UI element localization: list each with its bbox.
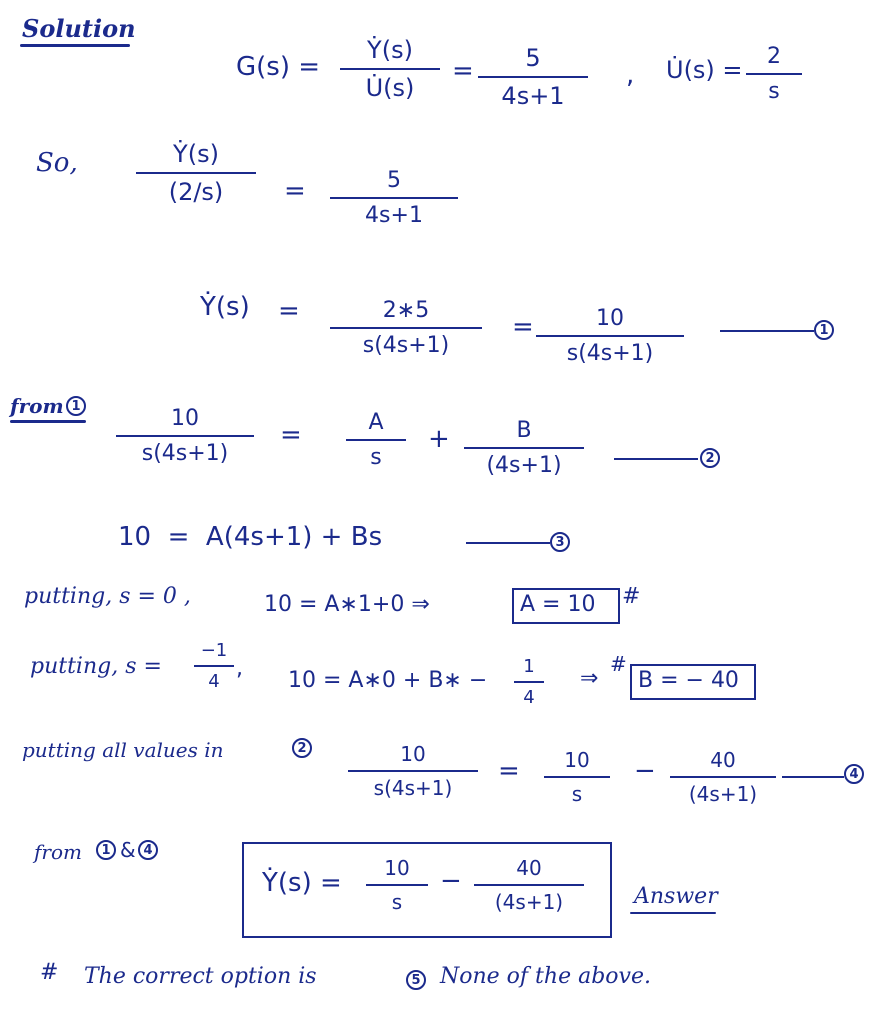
- implies-arrow: ⇒: [580, 666, 599, 691]
- fraction-numerator: 10: [564, 748, 590, 772]
- equals-sign: =: [498, 756, 520, 786]
- fraction-denominator: (2/s): [168, 178, 224, 206]
- fraction-denominator: s: [370, 445, 382, 470]
- fraction-denominator: s(4s+1): [566, 341, 654, 366]
- plus-sign: +: [428, 424, 450, 454]
- from-label: from: [10, 394, 64, 418]
- fraction-bar: [536, 335, 684, 337]
- hash-mark: #: [610, 652, 627, 676]
- fraction-numerator: 5: [525, 44, 541, 72]
- fraction-numerator: 2: [767, 44, 781, 69]
- fraction-denominator: 4: [523, 687, 535, 708]
- equation-ref-2: 2: [292, 738, 312, 758]
- result-a: A = 10: [520, 592, 596, 617]
- final-fraction-a: [544, 748, 610, 806]
- equals-sign: =: [512, 312, 534, 342]
- fraction-bar: [464, 447, 584, 449]
- putting-all-values-label: putting all values in: [22, 738, 224, 762]
- equation-leader-line: [466, 542, 550, 544]
- g-of-s-label: G(s) =: [236, 52, 321, 82]
- fraction-numerator: 2∗5: [382, 298, 430, 323]
- answer-fraction-a: [366, 856, 428, 914]
- y-fraction-1: [330, 298, 482, 358]
- so-label: So,: [36, 148, 78, 178]
- fraction-denominator: s: [391, 890, 403, 914]
- equals-sign: =: [284, 176, 306, 206]
- fraction-denominator: 4s+1: [365, 203, 423, 228]
- input-fraction: [746, 44, 802, 104]
- fraction-bar: [746, 73, 802, 75]
- fraction-numerator: 10: [171, 406, 199, 431]
- fraction-numerator: 10: [400, 742, 426, 766]
- equation-number-4: 4: [844, 764, 864, 784]
- fraction-bar: [348, 770, 478, 772]
- fraction-bar: [136, 172, 256, 174]
- fraction-bar: [346, 439, 406, 441]
- fraction-denominator: 4s+1: [501, 82, 565, 110]
- equals-sign: =: [278, 296, 300, 326]
- fraction-bar: [544, 776, 610, 778]
- fraction-denominator: s: [768, 79, 780, 104]
- fraction-denominator: s(4s+1): [141, 441, 229, 466]
- fraction-denominator: U̇(s): [365, 74, 415, 102]
- fraction-numerator: 1: [523, 656, 535, 677]
- fraction-bar: [330, 197, 458, 199]
- equation-number-3: 3: [550, 532, 570, 552]
- fraction-denominator: s(4s+1): [362, 333, 450, 358]
- u-of-s-label: U̇(s) =: [666, 56, 743, 84]
- final-fraction-b: [670, 748, 776, 806]
- minus-sign: −: [440, 866, 462, 896]
- equation-number-1: 1: [814, 320, 834, 340]
- fraction-numerator: A: [368, 410, 384, 435]
- fraction-denominator: (4s+1): [688, 782, 758, 806]
- equals-sign: =: [280, 420, 302, 450]
- fraction-denominator: 4: [208, 671, 220, 692]
- b-coef-fraction: [514, 656, 544, 708]
- answer-label: Answer: [634, 884, 718, 909]
- footer-text-a: The correct option is: [84, 964, 317, 989]
- answer-fraction-b: [474, 856, 584, 914]
- transfer-fraction-1: [340, 36, 440, 102]
- fraction-bar: [670, 776, 776, 778]
- fraction-numerator: 40: [710, 748, 736, 772]
- equation-ref-4: 4: [138, 840, 158, 860]
- solve-a-expression: 10 = A∗1+0 ⇒: [264, 592, 430, 617]
- result-b: B = − 40: [638, 668, 739, 693]
- fraction-numerator: 40: [516, 856, 542, 880]
- fraction-bar: [478, 76, 588, 78]
- ampersand: &: [120, 838, 136, 862]
- fraction-numerator: −1: [200, 640, 228, 661]
- comma: ,: [626, 60, 635, 90]
- partial-fraction-a: [346, 410, 406, 470]
- fraction-numerator: Ẏ(s): [173, 140, 219, 168]
- footer-hash: #: [40, 960, 59, 985]
- putting-s-neg-quarter: putting, s =: [30, 654, 162, 679]
- fraction-numerator: B: [516, 418, 532, 443]
- fraction-bar: [330, 327, 482, 329]
- fraction-bar: [340, 68, 440, 70]
- partial-fraction-lhs: [116, 406, 254, 466]
- so-fraction-2: [330, 168, 458, 228]
- from-underline: [10, 420, 86, 423]
- fraction-denominator: (4s+1): [494, 890, 564, 914]
- fraction-numerator: Ẏ(s): [367, 36, 413, 64]
- y-of-s-label: Ẏ(s): [200, 292, 250, 322]
- footer-text-b: None of the above.: [440, 964, 651, 989]
- transfer-fraction-2: [478, 44, 588, 110]
- y-fraction-2: [536, 306, 684, 366]
- final-y-of-s: Ẏ(s) =: [262, 868, 342, 898]
- minus-sign: −: [634, 756, 656, 786]
- fraction-bar: [366, 884, 428, 886]
- partial-fraction-b: [464, 418, 584, 478]
- answer-underline: [630, 912, 716, 914]
- equation-leader-line: [720, 330, 814, 332]
- s-value-fraction: [194, 640, 234, 692]
- so-fraction-1: [136, 140, 256, 206]
- fraction-denominator: s(4s+1): [373, 776, 453, 800]
- equation-number-2: 2: [700, 448, 720, 468]
- equation-3: 10 = A(4s+1) + Bs: [118, 522, 383, 552]
- option-5-marker: 5: [406, 970, 426, 990]
- fraction-bar: [194, 665, 234, 667]
- from-label-2: from: [34, 840, 82, 864]
- comma: ,: [236, 656, 243, 681]
- fraction-bar: [514, 681, 544, 683]
- equation-ref-1b: 1: [96, 840, 116, 860]
- equals-sign: =: [452, 56, 474, 86]
- solution-heading: Solution: [22, 14, 136, 43]
- equation-leader-line: [614, 458, 698, 460]
- fraction-denominator: (4s+1): [486, 453, 562, 478]
- fraction-bar: [474, 884, 584, 886]
- fraction-numerator: 10: [384, 856, 410, 880]
- solve-b-expression: 10 = A∗0 + B∗ −: [288, 668, 488, 693]
- solution-underline: [20, 44, 130, 47]
- fraction-numerator: 5: [387, 168, 401, 193]
- hash-mark: #: [622, 584, 641, 609]
- final-fraction-lhs: [348, 742, 478, 800]
- fraction-numerator: 10: [596, 306, 624, 331]
- equation-ref-1: 1: [66, 396, 86, 416]
- fraction-bar: [116, 435, 254, 437]
- fraction-denominator: s: [571, 782, 583, 806]
- putting-s-zero: putting, s = 0 ,: [24, 584, 191, 609]
- equation-leader-line: [782, 776, 844, 778]
